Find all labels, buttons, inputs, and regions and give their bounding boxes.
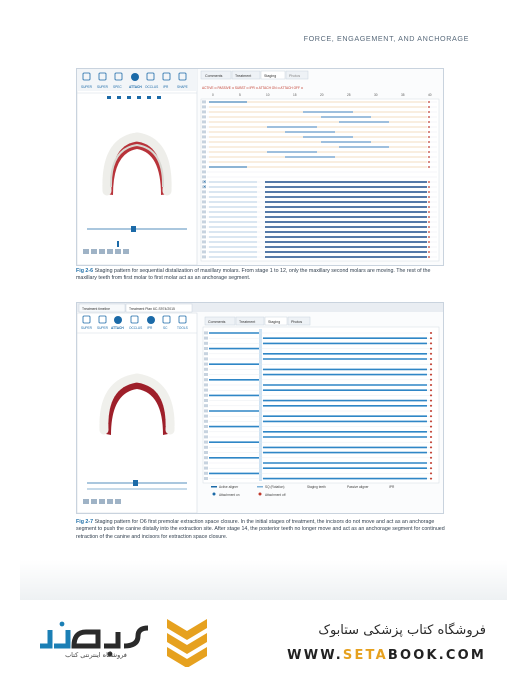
toolbar2-label-5: IPR bbox=[147, 326, 153, 330]
figure-2-7-label: Fig 2-7 bbox=[76, 519, 94, 525]
toolbar-label-5: OCCLUS bbox=[145, 85, 159, 89]
toolbar2-label-7: TOOLS bbox=[177, 326, 188, 330]
toolbar-label-1: SUPER bbox=[81, 85, 92, 89]
legend-active: Active aligner bbox=[219, 485, 239, 489]
stage-tick: 15 bbox=[293, 93, 297, 97]
stage-tick: 5 bbox=[239, 93, 241, 97]
tab-staging[interactable]: Staging bbox=[264, 74, 277, 78]
legend-passive: Passive aligner bbox=[347, 485, 369, 489]
figure-2-7-screenshot bbox=[77, 303, 443, 513]
setabook-chevron-logo bbox=[163, 611, 211, 667]
staging-tabs bbox=[201, 71, 308, 79]
stage-tick: 10 bbox=[266, 93, 270, 97]
logo-subtitle: فروشگاه اینترنتی کتاب bbox=[65, 651, 127, 659]
legend-attach-off: Attachment off bbox=[265, 493, 286, 497]
url-accent: SETA bbox=[342, 648, 388, 663]
toolbar-label-6: IPR bbox=[163, 85, 169, 89]
tab2-comments[interactable]: Comments bbox=[208, 320, 226, 324]
stage-tick: 20 bbox=[320, 93, 324, 97]
stage-tick: 35 bbox=[401, 93, 405, 97]
staging-grid bbox=[201, 99, 439, 261]
url-prefix: WWW. bbox=[287, 648, 343, 663]
window-tab-plan[interactable]: Treatment Plan 6C-S974/2015 bbox=[129, 307, 175, 311]
tab2-staging[interactable]: Staging bbox=[268, 320, 281, 324]
figure-2-6-screenshot bbox=[77, 69, 443, 265]
figure-2-6-caption bbox=[76, 268, 448, 283]
figure-2-7 bbox=[76, 302, 444, 514]
tab2-photos[interactable]: Photos bbox=[291, 320, 303, 324]
tab-treatment[interactable]: Treatment bbox=[235, 74, 252, 78]
stage-tick: 40 bbox=[428, 93, 432, 97]
stage-tick: 0 bbox=[212, 93, 214, 97]
figure-2-7-caption bbox=[76, 519, 448, 541]
page-bottom-shadow bbox=[20, 560, 507, 600]
tab-photos[interactable]: Photos bbox=[289, 74, 301, 78]
stage-tick: 25 bbox=[347, 93, 351, 97]
legend-staging: Staging teeth bbox=[307, 485, 326, 489]
window-tab-timeline[interactable]: Treatment timeline bbox=[82, 307, 110, 311]
toolbar2-label-1: SUPER bbox=[81, 326, 92, 330]
toolbar-label-4: ATTACH bbox=[129, 85, 142, 89]
shop-name: فروشگاه کتاب پزشکی ستابوک bbox=[318, 623, 486, 638]
staging-legend bbox=[211, 485, 395, 497]
tab-comments[interactable]: Comments bbox=[205, 74, 223, 78]
toolbar2-label-2: SUPER bbox=[97, 326, 108, 330]
stage-axis bbox=[212, 93, 432, 97]
shop-url[interactable] bbox=[258, 648, 486, 663]
figure-2-6-label: Fig 2-6 bbox=[76, 268, 94, 274]
svg-text:✕: ✕ bbox=[203, 179, 207, 184]
stage-tick: 30 bbox=[374, 93, 378, 97]
figure-2-7-text: Staging pattern for O6 first premolar extraction space closure. In the initial stages of treatment, the incisors do not move and act as an anchorage segment to push the canine distally into the extraction site. After stage 14, the posterior teeth no longer move and act as an anchorage segment for continued retraction of the canine and incisors for extraction space closure. bbox=[76, 519, 445, 540]
legend-sq: SQ (Rotation) bbox=[265, 485, 285, 489]
toolbar-label-2: SUPER bbox=[97, 85, 108, 89]
figure-2-6 bbox=[76, 68, 444, 266]
staging-grid-2 bbox=[203, 327, 439, 483]
figure-2-6-text: Staging pattern for sequential distalization of maxillary molars. From stage 1 to 12, only the maxillary second molars are moving. The rest of the maxillary teeth from first molar to first molar act as an anchorage segment. bbox=[76, 268, 431, 282]
staging-legend-row: ACTIVE •• PASSIVE •• SUBST •• IPR •• ATTACH ON •• ATTACH OFF •• bbox=[202, 86, 304, 90]
legend-ipr: IPR bbox=[389, 485, 395, 489]
url-suffix: BOOK.COM bbox=[387, 648, 486, 663]
tab2-treatment[interactable]: Treatment bbox=[239, 320, 256, 324]
toolbar2-label-3: ATTACH bbox=[111, 326, 124, 330]
toolbar2-label-4: OCCLUS bbox=[129, 326, 143, 330]
toolbar-label-3: SPEC bbox=[113, 85, 122, 89]
running-head: FORCE, ENGAGEMENT, AND ANCHORAGE bbox=[303, 34, 469, 43]
legend-attach-on: Attachment on bbox=[219, 493, 240, 497]
svg-text:✕: ✕ bbox=[203, 184, 207, 189]
toolbar2-label-6: SC bbox=[163, 326, 168, 330]
toolbar-label-7: SHAPE bbox=[177, 85, 188, 89]
